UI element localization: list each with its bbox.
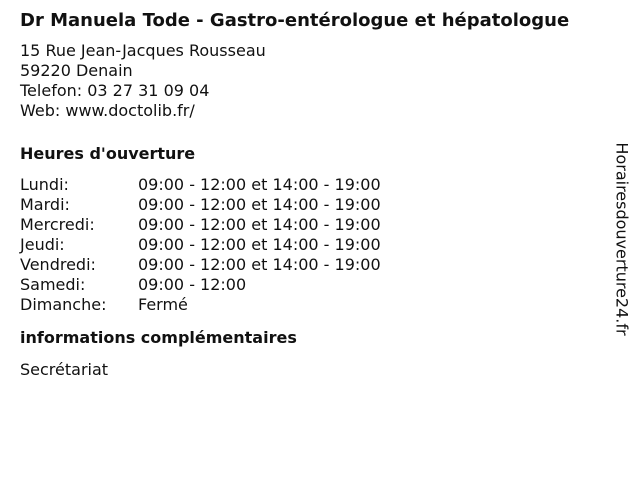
site-watermark: Horairesdouverture24.fr (612, 142, 632, 336)
address-block (20, 41, 600, 121)
street-address: 15 Rue Jean-Jacques Rousseau (20, 41, 266, 60)
additional-info-text: Secrétariat (20, 360, 109, 379)
day-label: Samedi: (20, 275, 86, 294)
time-value: 09:00 - 12:00 et 14:00 - 19:00 (138, 215, 381, 234)
day-label: Vendredi: (20, 255, 96, 274)
time-value: 09:00 - 12:00 et 14:00 - 19:00 (138, 235, 381, 254)
hours-row-mercredi (20, 215, 600, 235)
day-label: Dimanche: (20, 295, 107, 314)
hours-row-vendredi (20, 255, 600, 275)
opening-hours-table (20, 175, 600, 315)
time-value: 09:00 - 12:00 et 14:00 - 19:00 (138, 255, 381, 274)
time-value: 09:00 - 12:00 (138, 275, 247, 294)
hours-row-lundi (20, 175, 600, 195)
day-label: Jeudi: (20, 235, 65, 254)
hours-row-dimanche (20, 295, 600, 315)
time-value: 09:00 - 12:00 et 14:00 - 19:00 (138, 175, 381, 194)
time-value: Fermé (138, 295, 188, 314)
main-content (20, 10, 600, 380)
day-label: Mercredi: (20, 215, 95, 234)
day-label: Lundi: (20, 175, 69, 194)
additional-info-heading: informations complémentaires (20, 328, 297, 347)
day-label: Mardi: (20, 195, 70, 214)
time-value: 09:00 - 12:00 et 14:00 - 19:00 (138, 195, 381, 214)
website: Web: www.doctolib.fr/ (20, 101, 195, 120)
page-title: Dr Manuela Tode - Gastro-entérologue et hépatologue (20, 10, 570, 31)
postal-city: 59220 Denain (20, 61, 133, 80)
phone-number: Telefon: 03 27 31 09 04 (20, 81, 210, 100)
hours-row-mardi (20, 195, 600, 215)
hours-row-jeudi (20, 235, 600, 255)
hours-row-samedi (20, 275, 600, 295)
opening-hours-heading: Heures d'ouverture (20, 144, 196, 163)
